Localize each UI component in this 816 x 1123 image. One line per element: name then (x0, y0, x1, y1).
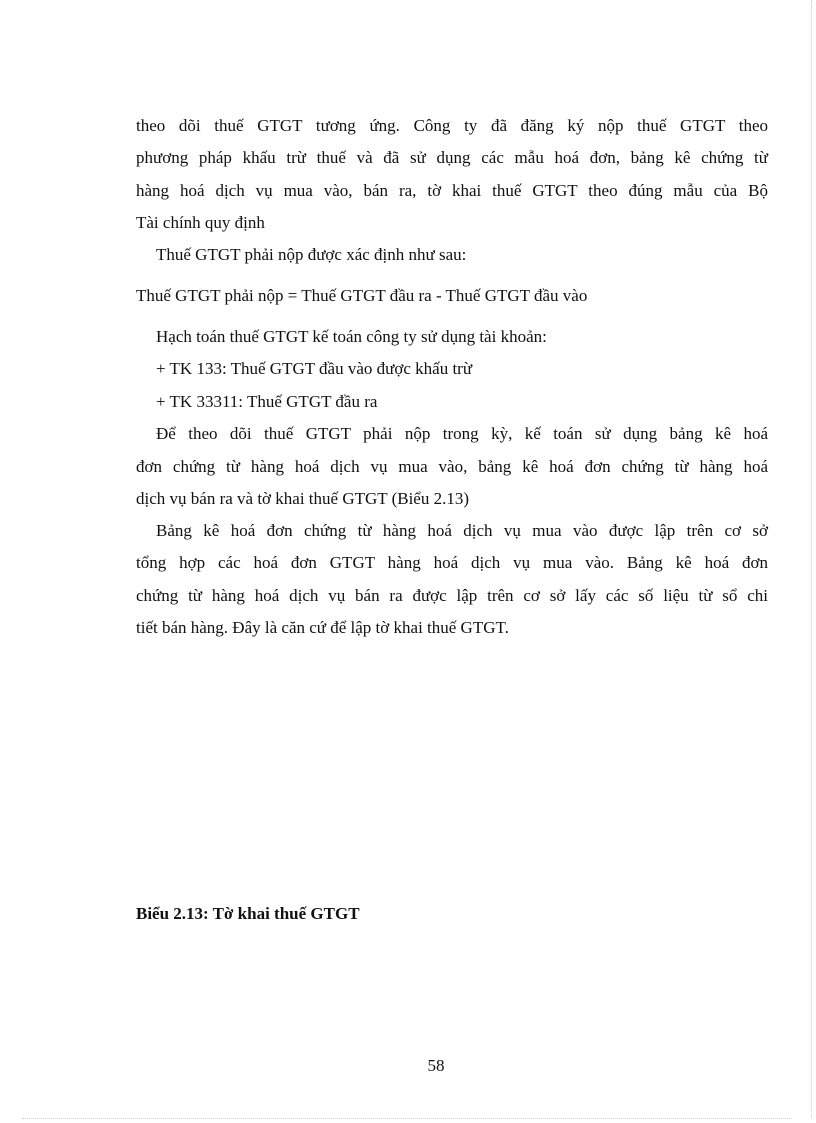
paragraph-4-line-1: Để theo dõi thuế GTGT phải nộp trong kỳ, kế toán sử dụng bảng kê hoá (156, 424, 768, 443)
page-edge-right (811, 0, 812, 1118)
paragraph-4-line-2: đơn chứng từ hàng hoá dịch vụ mua vào, bảng kê hoá đơn chứng từ hàng hoá (136, 457, 768, 476)
paragraph-5-line-3: chứng từ hàng hoá dịch vụ bán ra được lập trên cơ sở lấy các số liệu từ sổ chi (136, 586, 768, 605)
paragraph-5-line-1: Bảng kê hoá đơn chứng từ hàng hoá dịch vụ mua vào được lập trên cơ sở (156, 521, 768, 540)
account-item: + TK 133: Thuế GTGT đầu vào được khấu trừ (156, 359, 473, 378)
paragraph-4-line-3: dịch vụ bán ra và tờ khai thuế GTGT (Biểu 2.13) (136, 489, 470, 508)
paragraph-3: Hạch toán thuế GTGT kế toán công ty sử dụng tài khoản: (156, 327, 547, 346)
section-heading: Biểu 2.13: Tờ khai thuế GTGT (136, 904, 360, 923)
paragraph-5-line-2: tổng hợp các hoá đơn GTGT hàng hoá dịch vụ mua vào. Bảng kê hoá đơn (136, 553, 768, 572)
paragraph-2: Thuế GTGT phải nộp được xác định như sau: (156, 245, 467, 264)
page-edge-bottom (22, 1118, 792, 1119)
account-item: + TK 33311: Thuế GTGT đầu ra (156, 392, 378, 411)
paragraph-1-line-3: hàng hoá dịch vụ mua vào, bán ra, tờ khai thuế GTGT theo đúng mẫu của Bộ (136, 181, 768, 200)
paragraph-1-line-4: Tài chính quy định (136, 213, 265, 232)
paragraph-5-line-4: tiết bán hàng. Đây là căn cứ để lập tờ khai thuế GTGT. (136, 618, 509, 637)
paragraph-1-line-2: phương pháp khấu trừ thuế và đã sử dụng các mẫu hoá đơn, bảng kê chứng từ (136, 148, 768, 167)
paragraph-1-line-1: theo dõi thuế GTGT tương ứng. Công ty đã đăng ký nộp thuế GTGT theo (136, 116, 768, 135)
page-number: 58 (427, 1056, 445, 1075)
vat-formula: Thuế GTGT phải nộp = Thuế GTGT đầu ra - Thuế GTGT đầu vào (136, 286, 588, 305)
